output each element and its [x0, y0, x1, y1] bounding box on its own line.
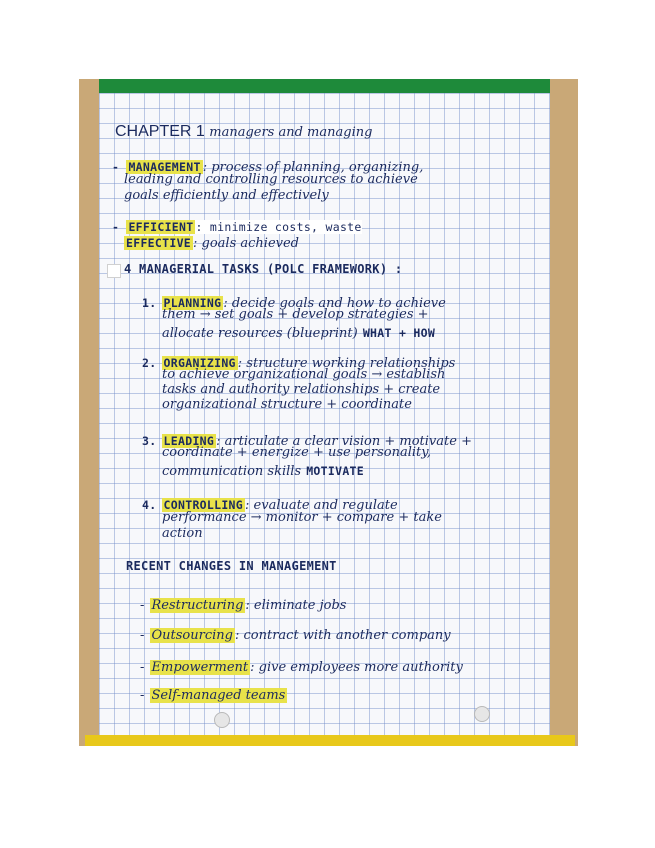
change-item-outsourcing: - Outsourcing : contract with another company: [140, 628, 451, 643]
controlling-term: CONTROLLING: [163, 498, 244, 512]
organizing-def-4: organizational structure + coordinate: [162, 397, 412, 412]
planning-line-3: [162, 322, 435, 341]
planning-num: 1.: [142, 296, 157, 310]
effective-term: EFFECTIVE: [126, 236, 192, 250]
empowerment-term: Empowerment: [151, 660, 249, 675]
management-def-1: : process of planning, organizing,: [202, 160, 424, 175]
empowerment-def: : give employees more authority: [250, 660, 463, 675]
management-term: MANAGEMENT: [128, 160, 201, 174]
organizing-def-2: to achieve organizational goals → establish: [162, 367, 446, 382]
outsourcing-term: Outsourcing: [151, 628, 233, 643]
organizing-term: ORGANIZING: [163, 356, 236, 370]
organizing-def-1: : structure working relationships: [237, 356, 456, 371]
efficient-term: EFFICIENT: [128, 220, 194, 234]
tasks-heading: 4 MANAGERIAL TASKS (POLC FRAMEWORK) :: [124, 262, 403, 276]
title-main: CHAPTER 1: [115, 123, 205, 140]
effective-def: : goals achieved: [193, 236, 300, 251]
leading-def-3: communication skills: [162, 464, 302, 479]
restructuring-def: : eliminate jobs: [245, 598, 347, 613]
change-item-restructuring: - Restructuring : eliminate jobs: [140, 598, 347, 613]
organizing-num: 2.: [142, 356, 157, 370]
title-sub: managers and managing: [209, 125, 373, 140]
whited-out-box: [107, 264, 121, 278]
efficient-def: : minimize costs, waste: [195, 220, 362, 234]
controlling-def-1: : evaluate and regulate: [245, 498, 398, 513]
management-def-3: goals efficiently and effectively: [124, 188, 329, 203]
outsourcing-def: : contract with another company: [234, 628, 451, 643]
recent-heading: RECENT CHANGES IN MANAGEMENT: [126, 559, 337, 573]
effective-line: [124, 232, 299, 251]
page-title: [115, 123, 372, 141]
self-managed-teams-term: Self-managed teams: [151, 688, 286, 703]
punch-hole-right: [474, 706, 490, 722]
leading-line-3: [162, 460, 364, 479]
leading-tag: MOTIVATE: [306, 464, 364, 478]
leading-num: 3.: [142, 434, 157, 448]
planning-def-3: allocate resources (blueprint): [162, 326, 358, 341]
planning-def-1: : decide goals and how to achieve: [223, 296, 446, 311]
management-line-1: - MANAGEMENT : process of planning, organizing,: [112, 160, 424, 175]
change-item-self-managed-teams: - Self-managed teams: [140, 688, 286, 703]
yellow-page-edge: [85, 735, 575, 746]
leading-def-1: : articulate a clear vision + motivate +: [216, 434, 472, 449]
restructuring-term: Restructuring: [151, 598, 244, 613]
organizing-def-3: tasks and authority relationships + create: [162, 382, 441, 397]
efficient-line: - EFFICIENT : minimize costs, waste: [112, 220, 362, 234]
change-item-empowerment: - Empowerment : give employees more authority: [140, 660, 463, 675]
planning-term: PLANNING: [163, 296, 222, 310]
planning-tag: WHAT + HOW: [362, 326, 436, 340]
planning-def-2: them → set goals + develop strategies +: [162, 307, 429, 322]
controlling-num: 4.: [142, 498, 157, 512]
management-def-2: leading and controlling resources to achieve: [124, 172, 418, 187]
controlling-def-2: performance → monitor + compare + take: [162, 510, 442, 525]
leading-term: LEADING: [163, 434, 215, 448]
punch-hole-left: [214, 712, 230, 728]
controlling-def-3: action: [162, 526, 203, 541]
leading-def-2: coordinate + energize + use personality,: [162, 445, 431, 460]
